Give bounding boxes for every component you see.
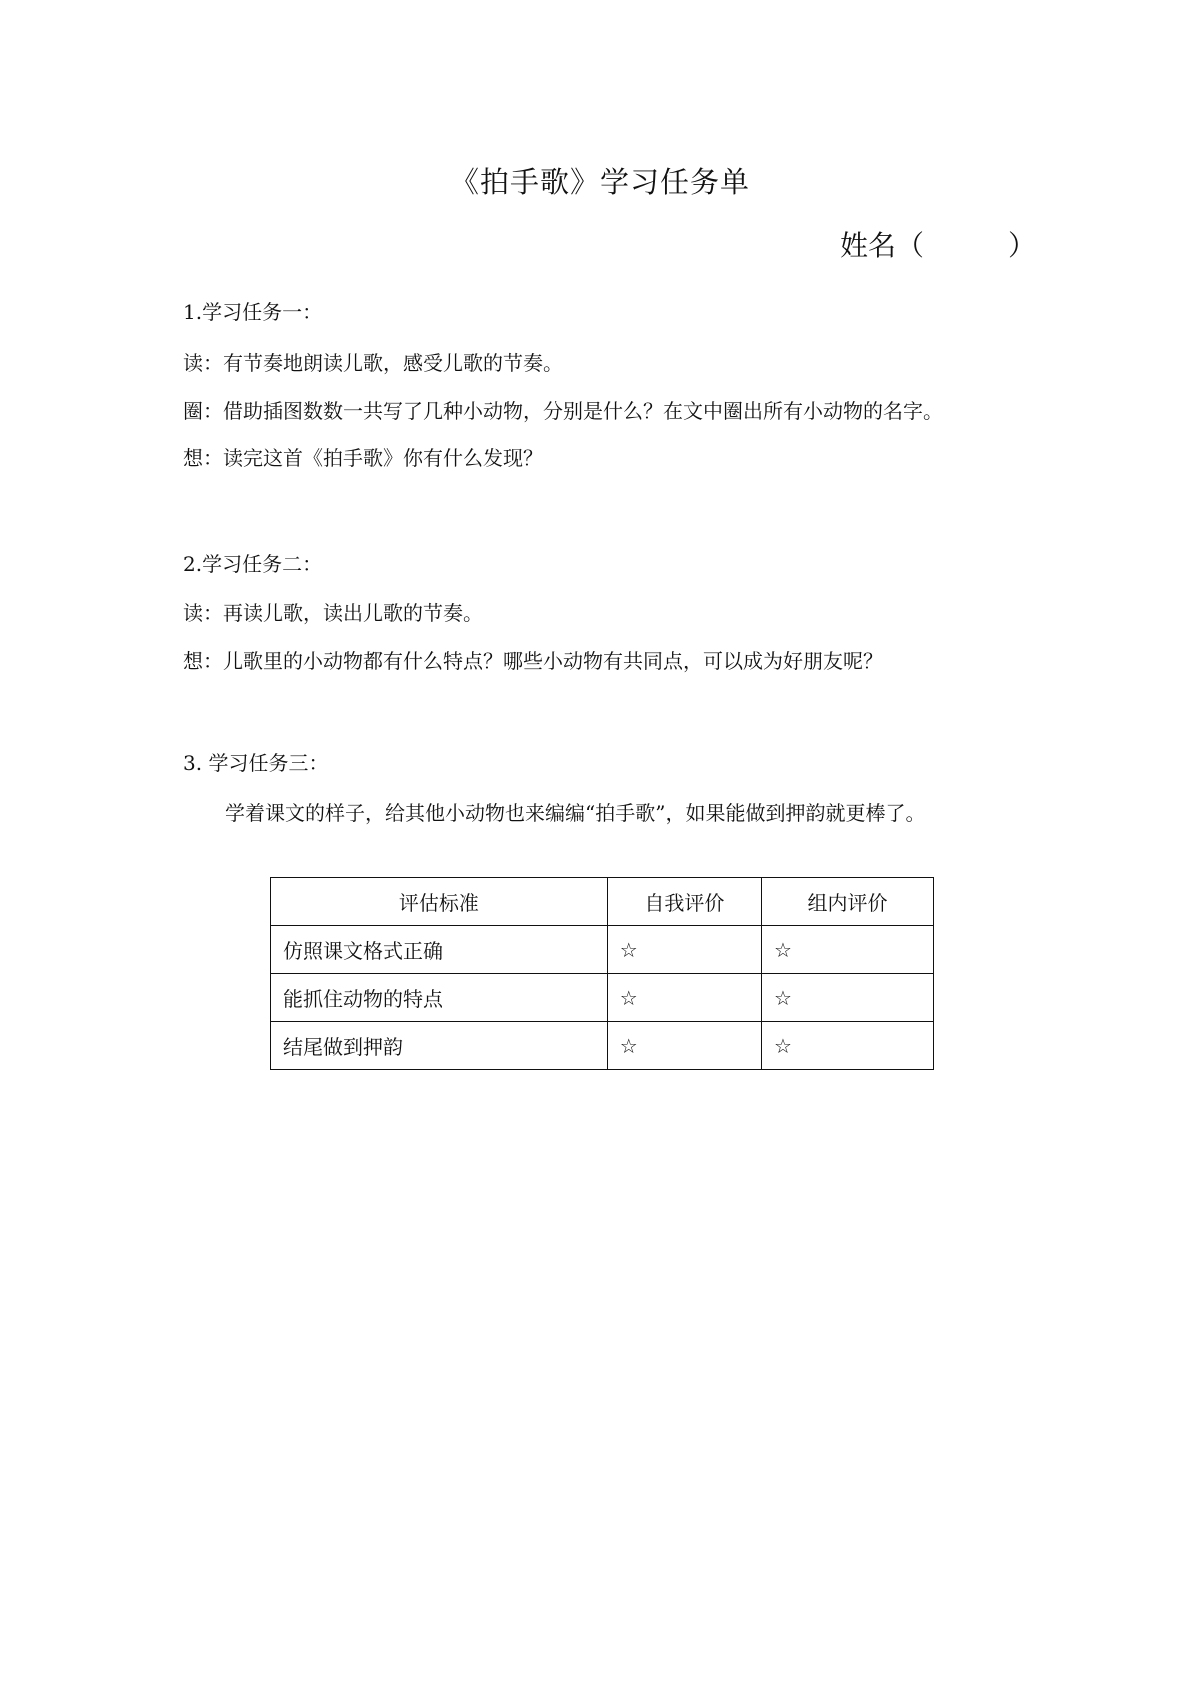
criterion-cell: 仿照课文格式正确 xyxy=(271,926,608,974)
table-row xyxy=(271,926,934,974)
table-row xyxy=(271,974,934,1022)
task3-heading: 3. 学习任务三： xyxy=(183,751,329,775)
self-star-icon[interactable]: ☆ xyxy=(607,1022,761,1070)
name-field-label: 姓名（ ） xyxy=(840,229,1037,262)
criterion-cell: 能抓住动物的特点 xyxy=(271,974,608,1022)
header-criteria: 评估标准 xyxy=(271,878,608,926)
task3-instruction: 学着课文的样子，给其他小动物也来编编“拍手歌”，如果能做到押韵就更棒了。 xyxy=(225,801,926,825)
page-title: 《拍手歌》学习任务单 xyxy=(449,165,750,199)
task1-read-line: 读：有节奏地朗读儿歌，感受儿歌的节奏。 xyxy=(183,351,563,375)
task2-heading: 2.学习任务二： xyxy=(183,552,323,576)
table-row xyxy=(271,1022,934,1070)
task2-read-line: 读：再读儿歌，读出儿歌的节奏。 xyxy=(183,601,483,625)
evaluation-table xyxy=(270,877,934,1070)
task1-think-line: 想：读完这首《拍手歌》你有什么发现？ xyxy=(183,446,543,470)
self-star-icon[interactable]: ☆ xyxy=(607,926,761,974)
self-star-icon[interactable]: ☆ xyxy=(607,974,761,1022)
table-header-row xyxy=(271,878,934,926)
criterion-cell: 结尾做到押韵 xyxy=(271,1022,608,1070)
group-star-icon[interactable]: ☆ xyxy=(761,1022,933,1070)
task2-think-line: 想：儿歌里的小动物都有什么特点？哪些小动物有共同点，可以成为好朋友呢？ xyxy=(183,649,883,673)
group-star-icon[interactable]: ☆ xyxy=(761,926,933,974)
header-group-eval: 组内评价 xyxy=(761,878,933,926)
task1-circle-line: 圈：借助插图数数一共写了几种小动物，分别是什么？在文中圈出所有小动物的名字。 xyxy=(183,399,943,423)
task1-heading: 1.学习任务一： xyxy=(183,300,323,324)
header-self-eval: 自我评价 xyxy=(607,878,761,926)
group-star-icon[interactable]: ☆ xyxy=(761,974,933,1022)
